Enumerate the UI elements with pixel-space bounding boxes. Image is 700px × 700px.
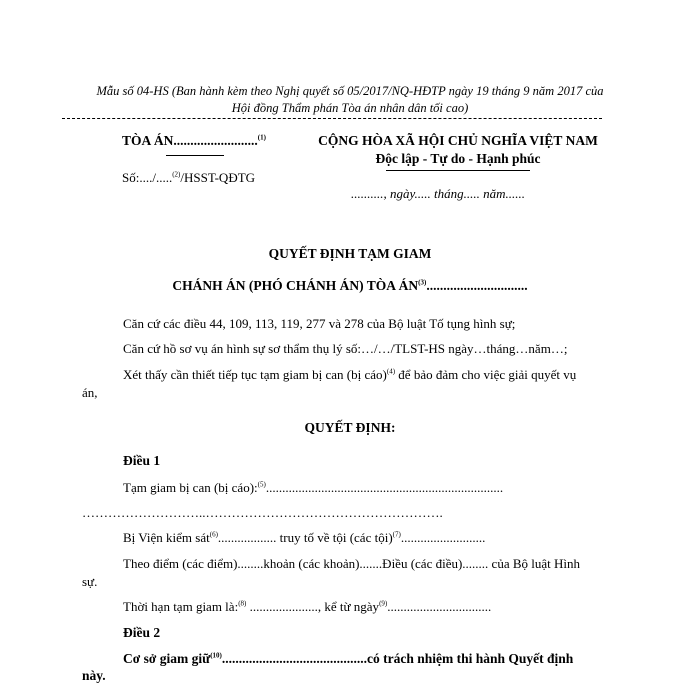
detain-line — [123, 480, 503, 496]
prosecuted-label: Bị Viện kiểm sát — [123, 530, 210, 545]
decision-number — [122, 170, 255, 186]
duration-sup2: (9) — [379, 599, 388, 608]
detain-dots: ......................................................................... — [265, 480, 504, 495]
facility-label: Cơ sở giam giữ — [123, 651, 211, 666]
decision-heading: QUYẾT ĐỊNH: — [304, 420, 396, 435]
issuer-text: CHÁNH ÁN (PHÓ CHÁNH ÁN) TÒA ÁN — [172, 278, 419, 293]
issuer-line — [0, 278, 700, 294]
duration-end: ................................ — [387, 599, 492, 614]
court-name — [122, 133, 266, 149]
recital-3-cont: án, — [82, 385, 98, 400]
duration-label: Thời hạn tạm giam là: — [123, 599, 239, 614]
prosecuted-end: .......................... — [400, 530, 486, 545]
national-motto: Độc lập - Tự do - Hạnh phúc — [375, 151, 541, 166]
prosecuted-mid: .................. truy tố về tội (các tội) — [217, 530, 393, 545]
prosecuted-line — [123, 530, 485, 546]
duration-mid: ....................., kể từ ngày — [246, 599, 380, 614]
facility-mid: ........................................... — [221, 651, 367, 666]
number-sup: (2) — [172, 170, 181, 179]
prosecuted-sup2: (7) — [392, 530, 401, 539]
recital-3 — [123, 367, 576, 383]
court-underline — [166, 155, 224, 156]
facility-line — [123, 651, 573, 667]
facility-sup: (10) — [210, 651, 222, 660]
recital-3-part1: Xét thấy cần thiết tiếp tục tạm giam bị can (bị cáo) — [123, 367, 387, 382]
clause-line: Theo điểm (các điểm)........khoản (các khoản).......Điều (các điều)........ của Bộ luật Hình — [123, 556, 580, 571]
national-title: CỘNG HÒA XÃ HỘI CHỦ NGHĨA VIỆT NAM — [318, 133, 598, 148]
document-title: QUYẾT ĐỊNH TẠM GIAM — [268, 246, 432, 261]
recital-3-part2: để bảo đảm cho việc giải quyết vụ — [395, 367, 577, 382]
facility-end: có trách nhiệm thi hành Quyết định — [366, 651, 574, 666]
duration-sup: (8) — [238, 599, 247, 608]
number-prefix: Số:..../..... — [122, 170, 173, 185]
place-date-line: .........., ngày..... tháng..... năm...... — [351, 186, 526, 201]
court-name-text: TÒA ÁN......................... — [122, 133, 258, 148]
recital-3-sup: (4) — [386, 367, 396, 376]
motto-underline — [386, 170, 530, 171]
issuer-dots: .............................. — [426, 278, 528, 293]
form-note-line1: Mẫu số 04-HS (Ban hành kèm theo Nghị quyết số 05/2017/NQ-HĐTP ngày 19 tháng 9 năm 2017 của — [96, 84, 604, 98]
recital-2: Căn cứ hồ sơ vụ án hình sự sơ thẩm thụ lý số:…/…/TLST-HS ngày…tháng…năm…; — [123, 341, 568, 356]
divider-dashed — [62, 118, 602, 119]
detain-label: Tạm giam bị can (bị cáo): — [123, 480, 258, 495]
recital-1: Căn cứ các điều 44, 109, 113, 119, 277 và 278 của Bộ luật Tố tụng hình sự; — [123, 316, 516, 331]
duration-line — [123, 599, 491, 615]
article1-heading: Điều 1 — [123, 453, 161, 468]
prosecuted-sup: (6) — [209, 530, 218, 539]
number-suffix: /HSST-QĐTG — [180, 170, 256, 185]
detain-sup: (5) — [257, 480, 266, 489]
article2-heading: Điều 2 — [123, 625, 161, 640]
facility-cont: này. — [82, 668, 106, 683]
clause-cont: sự. — [82, 574, 98, 589]
form-note-line2: Hội đồng Thẩm phán Tòa án nhân dân tối cao) — [231, 101, 469, 115]
issuer-sup: (3) — [418, 278, 427, 287]
detain-dots-line: ………………………..………………………………………………. — [82, 505, 443, 520]
court-sup: (1) — [257, 133, 266, 142]
